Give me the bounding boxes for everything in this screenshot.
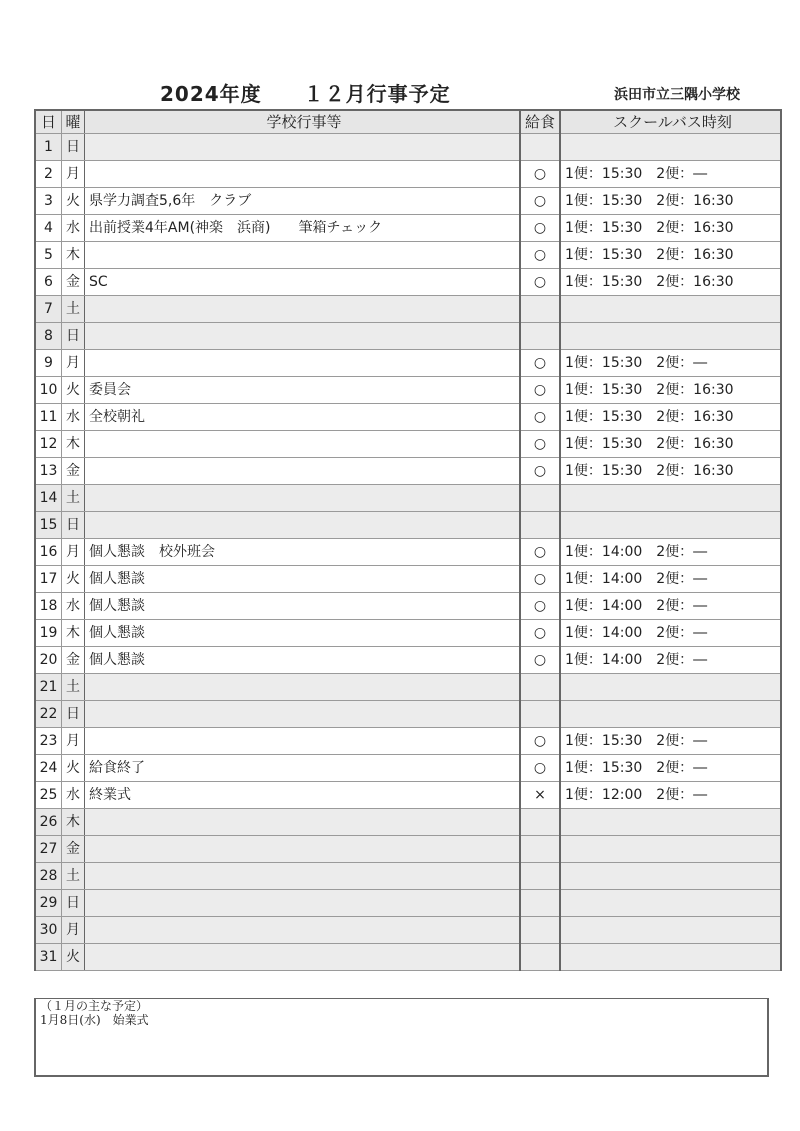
weekday-cell: 月 — [62, 917, 85, 944]
event-cell: 終業式 — [85, 782, 521, 809]
event-cell — [85, 944, 521, 971]
table-row — [35, 350, 781, 377]
event-cell — [85, 485, 521, 512]
table-row — [35, 188, 781, 215]
weekday-cell: 水 — [62, 404, 85, 431]
weekday-cell: 水 — [62, 215, 85, 242]
day-cell: 7 — [35, 296, 62, 323]
weekday-cell: 水 — [62, 782, 85, 809]
table-row — [35, 161, 781, 188]
event-cell — [85, 323, 521, 350]
table-row — [35, 485, 781, 512]
weekday-cell: 火 — [62, 188, 85, 215]
bus-time-cell: 1便：15:30 2便：― — [560, 350, 781, 377]
weekday-cell: 火 — [62, 377, 85, 404]
event-cell — [85, 512, 521, 539]
event-cell — [85, 350, 521, 377]
bus-time-cell — [560, 917, 781, 944]
meal-cell — [520, 512, 560, 539]
table-row — [35, 917, 781, 944]
bus-time-cell: 1便：14:00 2便：― — [560, 647, 781, 674]
weekday-cell: 木 — [62, 809, 85, 836]
day-cell: 18 — [35, 593, 62, 620]
weekday-cell: 火 — [62, 755, 85, 782]
table-row — [35, 674, 781, 701]
event-cell — [85, 674, 521, 701]
weekday-cell: 金 — [62, 269, 85, 296]
bus-time-cell — [560, 674, 781, 701]
day-cell: 3 — [35, 188, 62, 215]
weekday-cell: 水 — [62, 593, 85, 620]
meal-cell — [520, 323, 560, 350]
table-row — [35, 215, 781, 242]
notes-heading: （１月の主な予定） — [40, 999, 149, 1013]
table-row — [35, 701, 781, 728]
weekday-cell: 月 — [62, 161, 85, 188]
weekday-cell: 木 — [62, 620, 85, 647]
bus-time-cell: 1便：14:00 2便：― — [560, 620, 781, 647]
meal-cell: ○ — [520, 755, 560, 782]
table-row — [35, 647, 781, 674]
event-cell: 出前授業4年AM(神楽 浜商) 筆箱チェック — [85, 215, 521, 242]
meal-cell: ○ — [520, 458, 560, 485]
meal-cell: ○ — [520, 431, 560, 458]
day-cell: 11 — [35, 404, 62, 431]
event-cell — [85, 458, 521, 485]
weekday-cell: 月 — [62, 350, 85, 377]
day-cell: 25 — [35, 782, 62, 809]
meal-cell: ○ — [520, 728, 560, 755]
meal-cell: ○ — [520, 215, 560, 242]
table-row — [35, 755, 781, 782]
event-cell: 個人懇談 — [85, 647, 521, 674]
weekday-cell: 木 — [62, 242, 85, 269]
table-row — [35, 296, 781, 323]
bus-time-cell: 1便：15:30 2便：16:30 — [560, 242, 781, 269]
day-cell: 27 — [35, 836, 62, 863]
bus-time-cell: 1便：15:30 2便：16:30 — [560, 431, 781, 458]
meal-cell — [520, 890, 560, 917]
bus-time-cell — [560, 836, 781, 863]
meal-cell — [520, 134, 560, 161]
table-row — [35, 323, 781, 350]
table-row — [35, 944, 781, 971]
schedule-table — [34, 109, 782, 971]
weekday-cell: 木 — [62, 431, 85, 458]
meal-cell: ○ — [520, 566, 560, 593]
event-cell: 全校朝礼 — [85, 404, 521, 431]
weekday-cell: 土 — [62, 296, 85, 323]
table-row — [35, 269, 781, 296]
col-header-bus: スクールバス時刻 — [560, 110, 781, 134]
day-cell: 21 — [35, 674, 62, 701]
col-header-meal: 給食 — [520, 110, 560, 134]
bus-time-cell: 1便：15:30 2便：― — [560, 755, 781, 782]
table-row — [35, 242, 781, 269]
day-cell: 15 — [35, 512, 62, 539]
weekday-cell: 金 — [62, 836, 85, 863]
table-row — [35, 620, 781, 647]
event-cell: 個人懇談 校外班会 — [85, 539, 521, 566]
meal-cell — [520, 917, 560, 944]
day-cell: 28 — [35, 863, 62, 890]
bus-time-cell: 1便：15:30 2便：16:30 — [560, 215, 781, 242]
meal-cell: ○ — [520, 242, 560, 269]
event-cell: SC — [85, 269, 521, 296]
weekday-cell: 日 — [62, 512, 85, 539]
bus-time-cell — [560, 863, 781, 890]
day-cell: 13 — [35, 458, 62, 485]
table-row — [35, 836, 781, 863]
table-row — [35, 566, 781, 593]
day-cell: 12 — [35, 431, 62, 458]
day-cell: 24 — [35, 755, 62, 782]
bus-time-cell — [560, 134, 781, 161]
bus-time-cell: 1便：14:00 2便：― — [560, 566, 781, 593]
meal-cell: ○ — [520, 593, 560, 620]
meal-cell: ○ — [520, 350, 560, 377]
day-cell: 8 — [35, 323, 62, 350]
meal-cell: × — [520, 782, 560, 809]
event-cell — [85, 917, 521, 944]
bus-time-cell: 1便：14:00 2便：― — [560, 593, 781, 620]
meal-cell — [520, 863, 560, 890]
bus-time-cell — [560, 890, 781, 917]
meal-cell: ○ — [520, 539, 560, 566]
weekday-cell: 金 — [62, 647, 85, 674]
day-cell: 4 — [35, 215, 62, 242]
day-cell: 6 — [35, 269, 62, 296]
meal-cell: ○ — [520, 620, 560, 647]
page-title: 2024年度 １２月行事予定 — [160, 82, 451, 106]
bus-time-cell — [560, 323, 781, 350]
bus-time-cell: 1便：12:00 2便：― — [560, 782, 781, 809]
event-cell — [85, 890, 521, 917]
day-cell: 19 — [35, 620, 62, 647]
bus-time-cell — [560, 701, 781, 728]
bus-time-cell: 1便：15:30 2便：― — [560, 161, 781, 188]
event-cell — [85, 728, 521, 755]
event-cell — [85, 809, 521, 836]
weekday-cell: 火 — [62, 566, 85, 593]
day-cell: 2 — [35, 161, 62, 188]
bus-time-cell — [560, 809, 781, 836]
col-header-day: 日 — [35, 110, 62, 134]
day-cell: 30 — [35, 917, 62, 944]
weekday-cell: 金 — [62, 458, 85, 485]
day-cell: 1 — [35, 134, 62, 161]
event-cell: 個人懇談 — [85, 566, 521, 593]
day-cell: 20 — [35, 647, 62, 674]
table-row — [35, 458, 781, 485]
day-cell: 14 — [35, 485, 62, 512]
bus-time-cell — [560, 944, 781, 971]
header-row — [35, 110, 781, 134]
table-row — [35, 890, 781, 917]
day-cell: 26 — [35, 809, 62, 836]
col-header-weekday: 曜 — [62, 110, 85, 134]
weekday-cell: 土 — [62, 485, 85, 512]
day-cell: 17 — [35, 566, 62, 593]
weekday-cell: 月 — [62, 728, 85, 755]
meal-cell: ○ — [520, 269, 560, 296]
meal-cell — [520, 485, 560, 512]
day-cell: 31 — [35, 944, 62, 971]
bus-time-cell: 1便：14:00 2便：― — [560, 539, 781, 566]
event-cell — [85, 296, 521, 323]
table-row — [35, 404, 781, 431]
meal-cell: ○ — [520, 647, 560, 674]
school-name: 浜田市立三隅小学校 — [614, 87, 740, 103]
weekday-cell: 日 — [62, 890, 85, 917]
weekday-cell: 月 — [62, 539, 85, 566]
meal-cell — [520, 809, 560, 836]
weekday-cell: 日 — [62, 701, 85, 728]
meal-cell: ○ — [520, 188, 560, 215]
day-cell: 29 — [35, 890, 62, 917]
table-row — [35, 728, 781, 755]
event-cell — [85, 836, 521, 863]
event-cell — [85, 134, 521, 161]
table-row — [35, 782, 781, 809]
day-cell: 22 — [35, 701, 62, 728]
weekday-cell: 火 — [62, 944, 85, 971]
table-row — [35, 377, 781, 404]
bus-time-cell — [560, 296, 781, 323]
meal-cell: ○ — [520, 161, 560, 188]
notes-line: 1月8日(水) 始業式 — [40, 1013, 149, 1027]
meal-cell — [520, 296, 560, 323]
table-row — [35, 809, 781, 836]
event-cell: 給食終了 — [85, 755, 521, 782]
day-cell: 9 — [35, 350, 62, 377]
meal-cell: ○ — [520, 377, 560, 404]
event-cell: 委員会 — [85, 377, 521, 404]
event-cell — [85, 431, 521, 458]
day-cell: 16 — [35, 539, 62, 566]
day-cell: 5 — [35, 242, 62, 269]
bus-time-cell: 1便：15:30 2便：16:30 — [560, 458, 781, 485]
table-row — [35, 134, 781, 161]
bus-time-cell — [560, 485, 781, 512]
meal-cell — [520, 701, 560, 728]
table-row — [35, 431, 781, 458]
table-row — [35, 539, 781, 566]
table-row — [35, 593, 781, 620]
bus-time-cell: 1便：15:30 2便：16:30 — [560, 269, 781, 296]
col-header-events: 学校行事等 — [85, 110, 521, 134]
meal-cell: ○ — [520, 404, 560, 431]
bus-time-cell — [560, 512, 781, 539]
weekday-cell: 日 — [62, 134, 85, 161]
bus-time-cell: 1便：15:30 2便：16:30 — [560, 404, 781, 431]
day-cell: 23 — [35, 728, 62, 755]
event-cell: 県学力調査5,6年 クラブ — [85, 188, 521, 215]
bus-time-cell: 1便：15:30 2便：16:30 — [560, 377, 781, 404]
weekday-cell: 日 — [62, 323, 85, 350]
event-cell — [85, 161, 521, 188]
bus-time-cell: 1便：15:30 2便：― — [560, 728, 781, 755]
weekday-cell: 土 — [62, 863, 85, 890]
table-row — [35, 863, 781, 890]
meal-cell — [520, 836, 560, 863]
meal-cell — [520, 944, 560, 971]
event-cell — [85, 242, 521, 269]
event-cell — [85, 701, 521, 728]
weekday-cell: 土 — [62, 674, 85, 701]
event-cell: 個人懇談 — [85, 593, 521, 620]
bus-time-cell: 1便：15:30 2便：16:30 — [560, 188, 781, 215]
day-cell: 10 — [35, 377, 62, 404]
next-month-notes — [34, 998, 769, 1077]
event-cell — [85, 863, 521, 890]
event-cell: 個人懇談 — [85, 620, 521, 647]
meal-cell — [520, 674, 560, 701]
table-row — [35, 512, 781, 539]
